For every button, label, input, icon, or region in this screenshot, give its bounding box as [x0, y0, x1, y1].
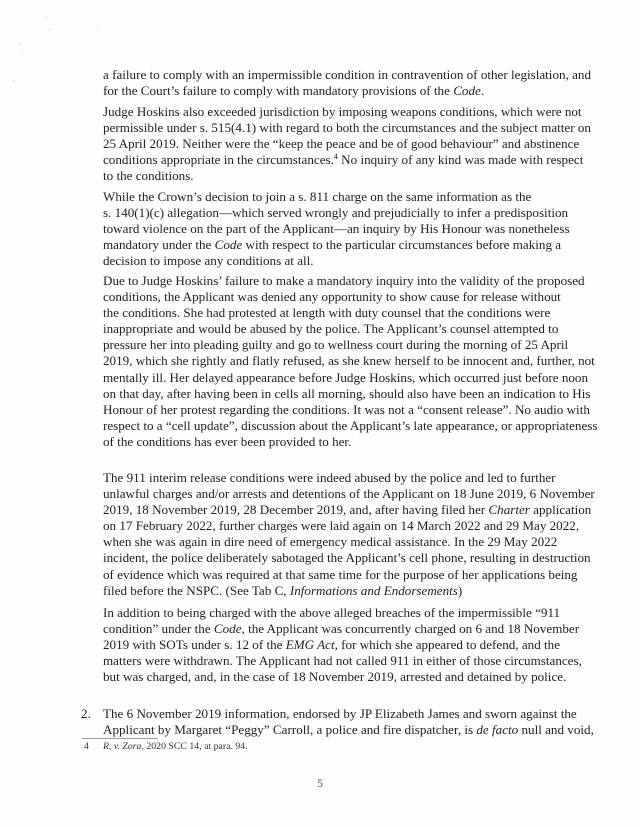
text-line: mandatory under the Code with respect to the particular circumstances before making a: [103, 237, 562, 253]
text-line: inappropriate and would be abused by the police. The Applicant’s counsel attempted to: [103, 321, 559, 337]
text-line: Due to Judge Hoskins’ failure to make a mandatory inquiry into the validity of the proposed: [103, 273, 585, 288]
paragraph-2-information-void: [103, 706, 594, 738]
paragraph-weapons-conditions: [103, 104, 591, 184]
paragraph-911-conditions-abused: [103, 470, 595, 599]
text-line: of evidence which was required at that same time for the purpose of her applications being: [103, 566, 578, 582]
text-line: of the conditions has ever been provided to her.: [103, 433, 352, 449]
text-line: conditions appropriate in the circumstances.$^4$ No inquiry of any kind was made with respect: [103, 152, 584, 168]
italic-text: de facto: [476, 722, 519, 738]
text-line: unlawful charges and/or arrests and detentions of the Applicant on 18 June 2019, 6 November: [103, 486, 595, 502]
text-line: to the conditions.: [103, 168, 194, 184]
text-line: Judge Hoskins also exceeded jurisdiction by imposing weapons conditions, which were not: [103, 104, 582, 119]
text-line: the conditions. She had protested at length with duty counsel that the conditions were: [103, 305, 551, 321]
scan-speck: [20, 43, 21, 44]
footnote-number: 4: [84, 741, 89, 752]
text-line: While the Crown’s decision to join a s. 811 charge on the same information as the: [103, 189, 532, 204]
text-line: incident, the police deliberately sabotaged the Applicant’s cell phone, resulting in destruction: [103, 550, 591, 566]
text-line: pressure her into pleading guilty and go to wellness court during the morning of 25 April: [103, 337, 569, 353]
scan-speck: [45, 17, 46, 18]
text-line: The 6 November 2019 information, endorsed by JP Elizabeth James and sworn against the: [103, 706, 577, 721]
text-line: a failure to comply with an impermissible condition in contravention of other legislation, and: [103, 67, 591, 82]
text-line: mentally ill. Her delayed appearance before Judge Hoskins, which occurred just before noon: [103, 369, 589, 385]
italic-text: Code: [214, 237, 243, 253]
text-line: respect to a “cell update”, discussion about the Applicant’s late appearance, or appropriateness: [103, 417, 598, 433]
text-line: matters were withdrawn. The Applicant had not called 911 in either of those circumstances,: [103, 653, 582, 669]
text-line: Honour of her protest regarding the conditions. It was not a “consent release”. No audio with: [103, 401, 590, 417]
text-line: Applicant by Margaret “Peggy” Carroll, a police and fire dispatcher, is de facto null and void,: [103, 722, 594, 738]
text-line: for the Court’s failure to comply with mandatory provisions of the Code.: [103, 83, 485, 99]
text-line: filed before the NSPC. (See Tab C, Informations and Endorsements): [103, 582, 463, 598]
paragraph-crown-decision: [103, 189, 573, 269]
text-line: on that day, after having been in cells all morning, should also have been an indication to His: [103, 385, 591, 401]
text-line: 25 April 2019. Neither were the “keep the peace and be of good behaviour” and abstinence: [103, 136, 580, 152]
text-line: s. 140(1)(c) allegation—which served wrongly and prejudicially to infer a predisposition: [103, 205, 569, 221]
scan-speck: [49, 29, 50, 30]
scan-speck: [21, 51, 22, 52]
footnote-reference[interactable]: 4: [333, 152, 338, 162]
italic-text: EMG Act: [285, 637, 335, 653]
footnote-text: R. v. Zora, 2020 SCC 14, at para. 94.: [103, 741, 248, 752]
text-line: 2019, 18 November 2019, 28 December 2019, and, after having filed her Charter application: [103, 502, 592, 518]
italic-text: Code: [213, 621, 242, 637]
text-line: conditions, the Applicant was denied any opportunity to show cause for release without: [103, 289, 561, 305]
italic-text: Charter: [488, 502, 530, 518]
footnote-separator: [82, 738, 158, 739]
text-line: In addition to being charged with the above alleged breaches of the impermissible “911: [103, 605, 561, 620]
italic-text: Informations and Endorsements: [289, 582, 458, 598]
paragraph-number: 2.: [81, 706, 91, 721]
text-line: 2019 with SOTs under s. 12 of the EMG Act, for which she appeared to defend, and the: [103, 637, 561, 653]
text-line: when she was again in dire need of emergency medical assistance. In the 29 May 2022: [103, 534, 558, 550]
paragraph-sot-charges: [103, 605, 582, 685]
scan-speck: [13, 80, 14, 81]
italic-text: Code: [453, 83, 481, 99]
text-line: on 17 February 2022, further charges were laid again on 14 March 2022 and 29 May 2022,: [103, 518, 580, 534]
text-line: permissible under s. 515(4.1) with regard to both the circumstances and the subject matter on: [103, 120, 591, 136]
italic-text: R. v. Zora: [103, 741, 142, 752]
text-line: but was charged, and, in the case of 18 November 2019, arrested and detained by police.: [103, 669, 567, 685]
paragraph-mandatory-inquiry: [103, 273, 598, 450]
page-number: 5: [317, 776, 323, 790]
text-line: decision to impose any conditions at all.: [103, 253, 314, 269]
paragraph-continuation: [103, 67, 591, 99]
text-line: The 911 interim release conditions were indeed abused by the police and led to further: [103, 470, 556, 485]
text-line: condition” under the Code, the Applicant was concurrently charged on 6 and 18 November: [103, 621, 580, 637]
scan-speck: [98, 28, 99, 29]
text-line: toward violence on the part of the Applicant—an inquiry by His Honour was nonetheless: [103, 221, 570, 237]
text-line: 2019, which she rightly and flatly refused, as she knew herself to be innocent and, further, not: [103, 353, 595, 369]
